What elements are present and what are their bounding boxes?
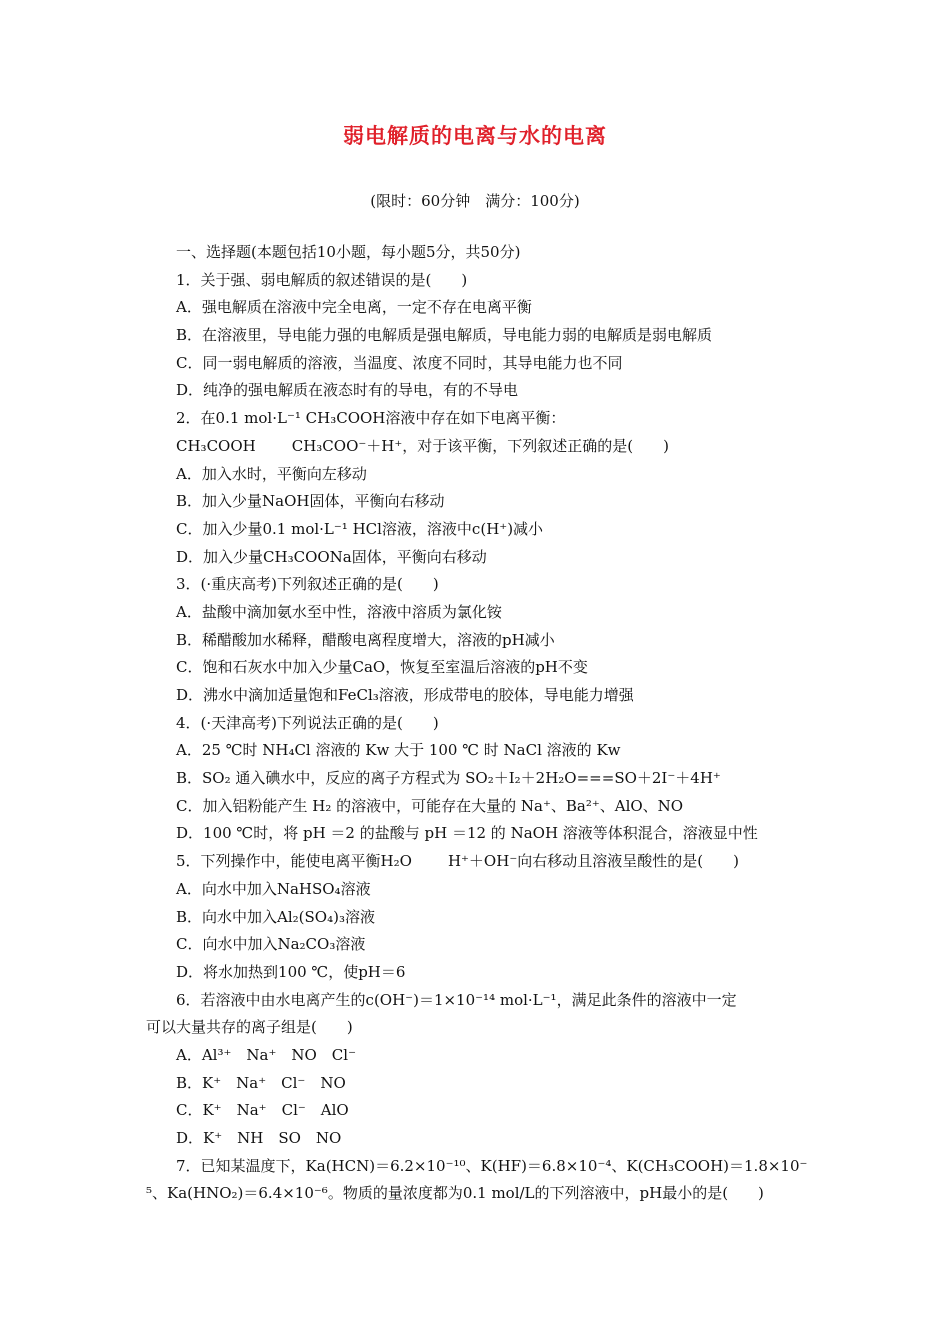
- stem-right: H⁺＋OH⁻向右移动且溶液呈酸性的是( ): [447, 852, 739, 871]
- question-7-stem-line-2: ⁵、Ka(HNO₂)＝6.4×10⁻⁶。物质的量浓度都为0.1 mol/L的下列溶液中，pH最小的是( ): [146, 1184, 764, 1203]
- question-4-stem: 4．(·天津高考)下列说法正确的是( ): [176, 713, 439, 732]
- question-4-option-d: D．100 ℃时，将 pH ＝2 的盐酸与 pH ＝12 的 NaOH 溶液等体积混合，溶液显中性: [176, 824, 758, 843]
- question-2-stem: 2．在0.1 mol·L⁻¹ CH₃COOH溶液中存在如下电离平衡：: [176, 409, 566, 428]
- question-3-stem: 3．(·重庆高考)下列叙述正确的是( ): [176, 575, 439, 594]
- question-2-option-a: A．加入水时，平衡向左移动: [176, 464, 367, 483]
- section-heading: 一、选择题(本题包括10小题，每小题5分，共50分): [176, 243, 521, 261]
- question-4-option-c: C．加入铝粉能产生 H₂ 的溶液中，可能存在大量的 Na⁺、Ba²⁺、AlO、NO: [176, 796, 684, 815]
- question-1-stem: 1．关于强、弱电解质的叙述错误的是( ): [176, 270, 468, 289]
- question-4-option-a: A．25 ℃时 NH₄Cl 溶液的 Kw 大于 100 ℃ 时 NaCl 溶液的 Kw: [176, 741, 621, 760]
- equation-left: CH₃COOH: [176, 436, 256, 455]
- question-5-stem: [146, 848, 810, 876]
- question-body: [146, 239, 810, 1208]
- question-3-option-c: C．饱和石灰水中加入少量CaO，恢复至室温后溶液的pH不变: [176, 658, 588, 677]
- question-6-option-d: D．K⁺ NH SO NO: [176, 1129, 342, 1147]
- question-3-option-d: D．沸水中滴加适量饱和FeCl₃溶液，形成带电的胶体，导电能力增强: [176, 686, 634, 704]
- question-1-option-b: B．在溶液里，导电能力强的电解质是强电解质，导电能力弱的电解质是弱电解质: [176, 326, 713, 345]
- question-2-option-b: B．加入少量NaOH固体，平衡向右移动: [176, 492, 445, 511]
- question-5-option-c: C．向水中加入Na₂CO₃溶液: [176, 935, 366, 954]
- stem-left: 5．下列操作中，能使电离平衡H₂O: [176, 852, 412, 871]
- question-2-equation: [146, 433, 810, 461]
- question-6-option-b: B．K⁺ Na⁺ Cl⁻ NO: [176, 1073, 346, 1092]
- question-5-option-a: A．向水中加入NaHSO₄溶液: [176, 879, 371, 898]
- question-6-stem-line-2: 可以大量共存的离子组是( ): [146, 1018, 353, 1037]
- equation-right: CH₃COO⁻＋H⁺，对于该平衡，下列叙述正确的是( ): [291, 436, 669, 455]
- question-6-option-a: A．Al³⁺ Na⁺ NO Cl⁻: [176, 1045, 356, 1064]
- question-4-option-b: B．SO₂ 通入碘水中，反应的离子方程式为 SO₂＋I₂＋2H₂O===SO＋2I⁻＋4H⁺: [176, 769, 721, 788]
- question-5-option-d: D．将水加热到100 ℃，使pH＝6: [176, 962, 406, 981]
- question-3-option-a: A．盐酸中滴加氨水至中性，溶液中溶质为氯化铵: [176, 602, 502, 621]
- question-3-option-b: B．稀醋酸加水稀释，醋酸电离程度增大，溶液的pH减小: [176, 630, 555, 649]
- question-6-option-c: C．K⁺ Na⁺ Cl⁻ AlO: [176, 1101, 349, 1120]
- time-and-score-limit: (限时：60分钟 满分：100分): [370, 192, 580, 210]
- question-5-option-b: B．向水中加入Al₂(SO₄)₃溶液: [176, 907, 375, 926]
- question-1-option-c: C．同一弱电解质的溶液，当温度、浓度不同时，其导电能力也不同: [176, 353, 623, 372]
- question-1-option-a: A．强电解质在溶液中完全电离，一定不存在电离平衡: [176, 298, 532, 317]
- question-6-stem-line-1: 6．若溶液中由水电离产生的c(OH⁻)＝1×10⁻¹⁴ mol·L⁻¹，满足此条件的溶液中一定: [176, 990, 737, 1009]
- question-2-option-d: D．加入少量CH₃COONa固体，平衡向右移动: [176, 547, 487, 566]
- question-7-stem-line-1: 7．已知某温度下，Ka(HCN)＝6.2×10⁻¹⁰、K(HF)＝6.8×10⁻⁴、K(CH₃COOH)＝1.8×10⁻: [176, 1156, 808, 1175]
- document-title: 弱电解质的电离与水的电离: [343, 124, 607, 148]
- question-2-option-c: C．加入少量0.1 mol·L⁻¹ HCl溶液，溶液中c(H⁺)减小: [176, 519, 544, 538]
- question-1-option-d: D．纯净的强电解质在液态时有的导电，有的不导电: [176, 381, 519, 400]
